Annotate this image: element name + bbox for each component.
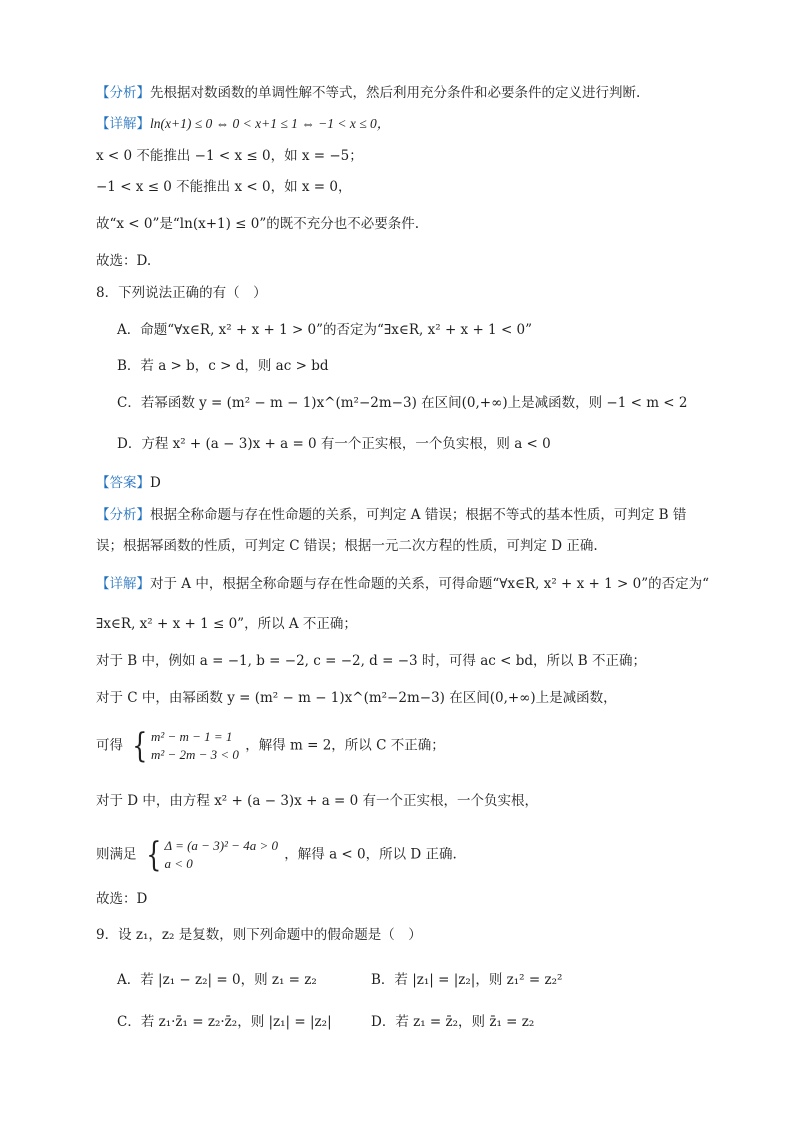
detail-line: x < 0 不能推出 −1 < x ≤ 0，如 x = −5；	[96, 148, 363, 164]
detail-line: ∃x∈R, x² + x + 1 ≤ 0”，所以 A 不正确；	[96, 616, 357, 632]
detail-line: 对于 D 中，由方程 x² + (a − 3)x + a = 0 有一个正实根，一个负实根，	[96, 793, 539, 809]
q8-option-a	[117, 320, 532, 340]
equation-line: m² − 2m − 3 < 0	[150, 747, 239, 762]
q8-option-c	[117, 393, 687, 413]
choice-text: 故选：D	[96, 891, 148, 907]
equation-line: m² − m − 1 = 1	[150, 729, 233, 744]
detail-text: ，解得 a < 0，所以 D 正确.	[284, 846, 457, 863]
detail-line: −1 < x ≤ 0 不能推出 x < 0，如 x = 0，	[96, 179, 352, 195]
q9-option-b	[371, 970, 562, 990]
detail-2-d	[96, 791, 538, 811]
detail-tag: 【详解】	[96, 576, 150, 592]
option-text: D．若 z₁ = z̄₂，则 z̄₁ = z₂	[371, 1014, 535, 1030]
detail-1-line-3	[96, 177, 351, 197]
q8-option-d	[117, 434, 551, 454]
detail-tag: 【详解】	[96, 116, 150, 132]
option-text: D．方程 x² + (a − 3)x + a = 0 有一个正实根，一个负实根，则 a < 0	[117, 436, 551, 452]
brace-icon: {	[146, 835, 162, 875]
detail-text: 可得	[96, 737, 123, 754]
option-text: C．若幂函数 y = (m² − m − 1)x^(m²−2m−3) 在区间(0,+∞)上是减函数，则 −1 < m < 2	[117, 395, 688, 411]
answer	[96, 473, 161, 493]
option-text: A．命题“∀x∈R, x² + x + 1 > 0”的否定为“∃x∈R, x² + x + 1 < 0”	[117, 322, 533, 338]
detail-2-c-system	[96, 728, 445, 764]
option-text: C．若 z₁·z̄₁ = z₂·z̄₂，则 |z₁| = |z₂|	[117, 1014, 332, 1030]
detail-1	[96, 114, 390, 134]
detail-line: 对于 C 中，由幂函数 y = (m² − m − 1)x^(m²−2m−3) 在区间(0,+∞)上是减函数，	[96, 690, 617, 706]
q9-option-d	[371, 1012, 534, 1032]
option-text: B．若 a > b，c > d，则 ac > bd	[117, 358, 329, 374]
analysis-2	[96, 505, 686, 525]
detail-2-b	[96, 651, 646, 671]
analysis-2-line-2	[96, 536, 598, 556]
q9-option-c	[117, 1012, 332, 1032]
detail-2	[96, 574, 709, 594]
detail-text: ，解得 m = 2，所以 C 不正确；	[245, 737, 445, 754]
question-8-stem	[96, 283, 267, 303]
detail-text: ln(x+1) ≤ 0 ⇔ 0 < x+1 ≤ 1 ⇔ −1 < x ≤ 0，	[150, 116, 391, 131]
detail-2-c	[96, 688, 617, 708]
detail-line: 故“x < 0”是“ln(x+1) ≤ 0”的既不充分也不必要条件.	[96, 216, 420, 232]
detail-text: 则满足	[96, 846, 137, 863]
detail-text: 对于 A 中，根据全称命题与存在性命题的关系，可得命题“∀x∈R, x² + x + 1 > 0”的否定为“	[150, 576, 710, 592]
equation-system	[129, 728, 239, 764]
equation-system	[143, 837, 278, 873]
detail-line: 对于 B 中，例如 a = −1, b = −2, c = −2, d = −3 时，可得 ac < bd，所以 B 不正确；	[96, 653, 646, 669]
choice-2	[96, 889, 147, 909]
q9-option-a	[117, 970, 317, 990]
detail-2-d-system	[96, 837, 457, 873]
choice-text: 故选：D.	[96, 253, 152, 269]
equation-line: Δ = (a − 3)² − 4a > 0	[164, 838, 278, 853]
question-stem: 9．设 z₁，z₂ 是复数，则下列命题中的假命题是（ ）	[96, 927, 422, 943]
option-text: A．若 |z₁ − z₂| = 0，则 z₁ = z₂	[117, 972, 317, 988]
detail-2-line-2	[96, 614, 357, 634]
analysis-1	[96, 83, 640, 103]
detail-1-line-2	[96, 146, 363, 166]
question-stem: 8．下列说法正确的有（ ）	[96, 285, 267, 301]
detail-1-line-4	[96, 214, 419, 234]
analysis-text: 根据全称命题与存在性命题的关系，可判定 A 错误；根据不等式的基本性质，可判定 B 错	[150, 507, 687, 523]
option-text: B．若 |z₁| = |z₂|，则 z₁² = z₂²	[371, 972, 563, 988]
brace-icon: {	[132, 726, 148, 766]
analysis-text: 误；根据幂函数的性质，可判定 C 错误；根据一元二次方程的性质，可判定 D 正确.	[96, 538, 598, 554]
q8-option-b	[117, 356, 328, 376]
analysis-tag: 【分析】	[96, 507, 150, 523]
equation-line: a < 0	[164, 856, 193, 871]
answer-text: D	[150, 475, 161, 491]
answer-tag: 【答案】	[96, 475, 150, 491]
analysis-text: 先根据对数函数的单调性解不等式，然后利用充分条件和必要条件的定义进行判断.	[150, 85, 641, 101]
choice-1	[96, 251, 151, 271]
analysis-tag: 【分析】	[96, 85, 150, 101]
question-9-stem	[96, 925, 422, 945]
